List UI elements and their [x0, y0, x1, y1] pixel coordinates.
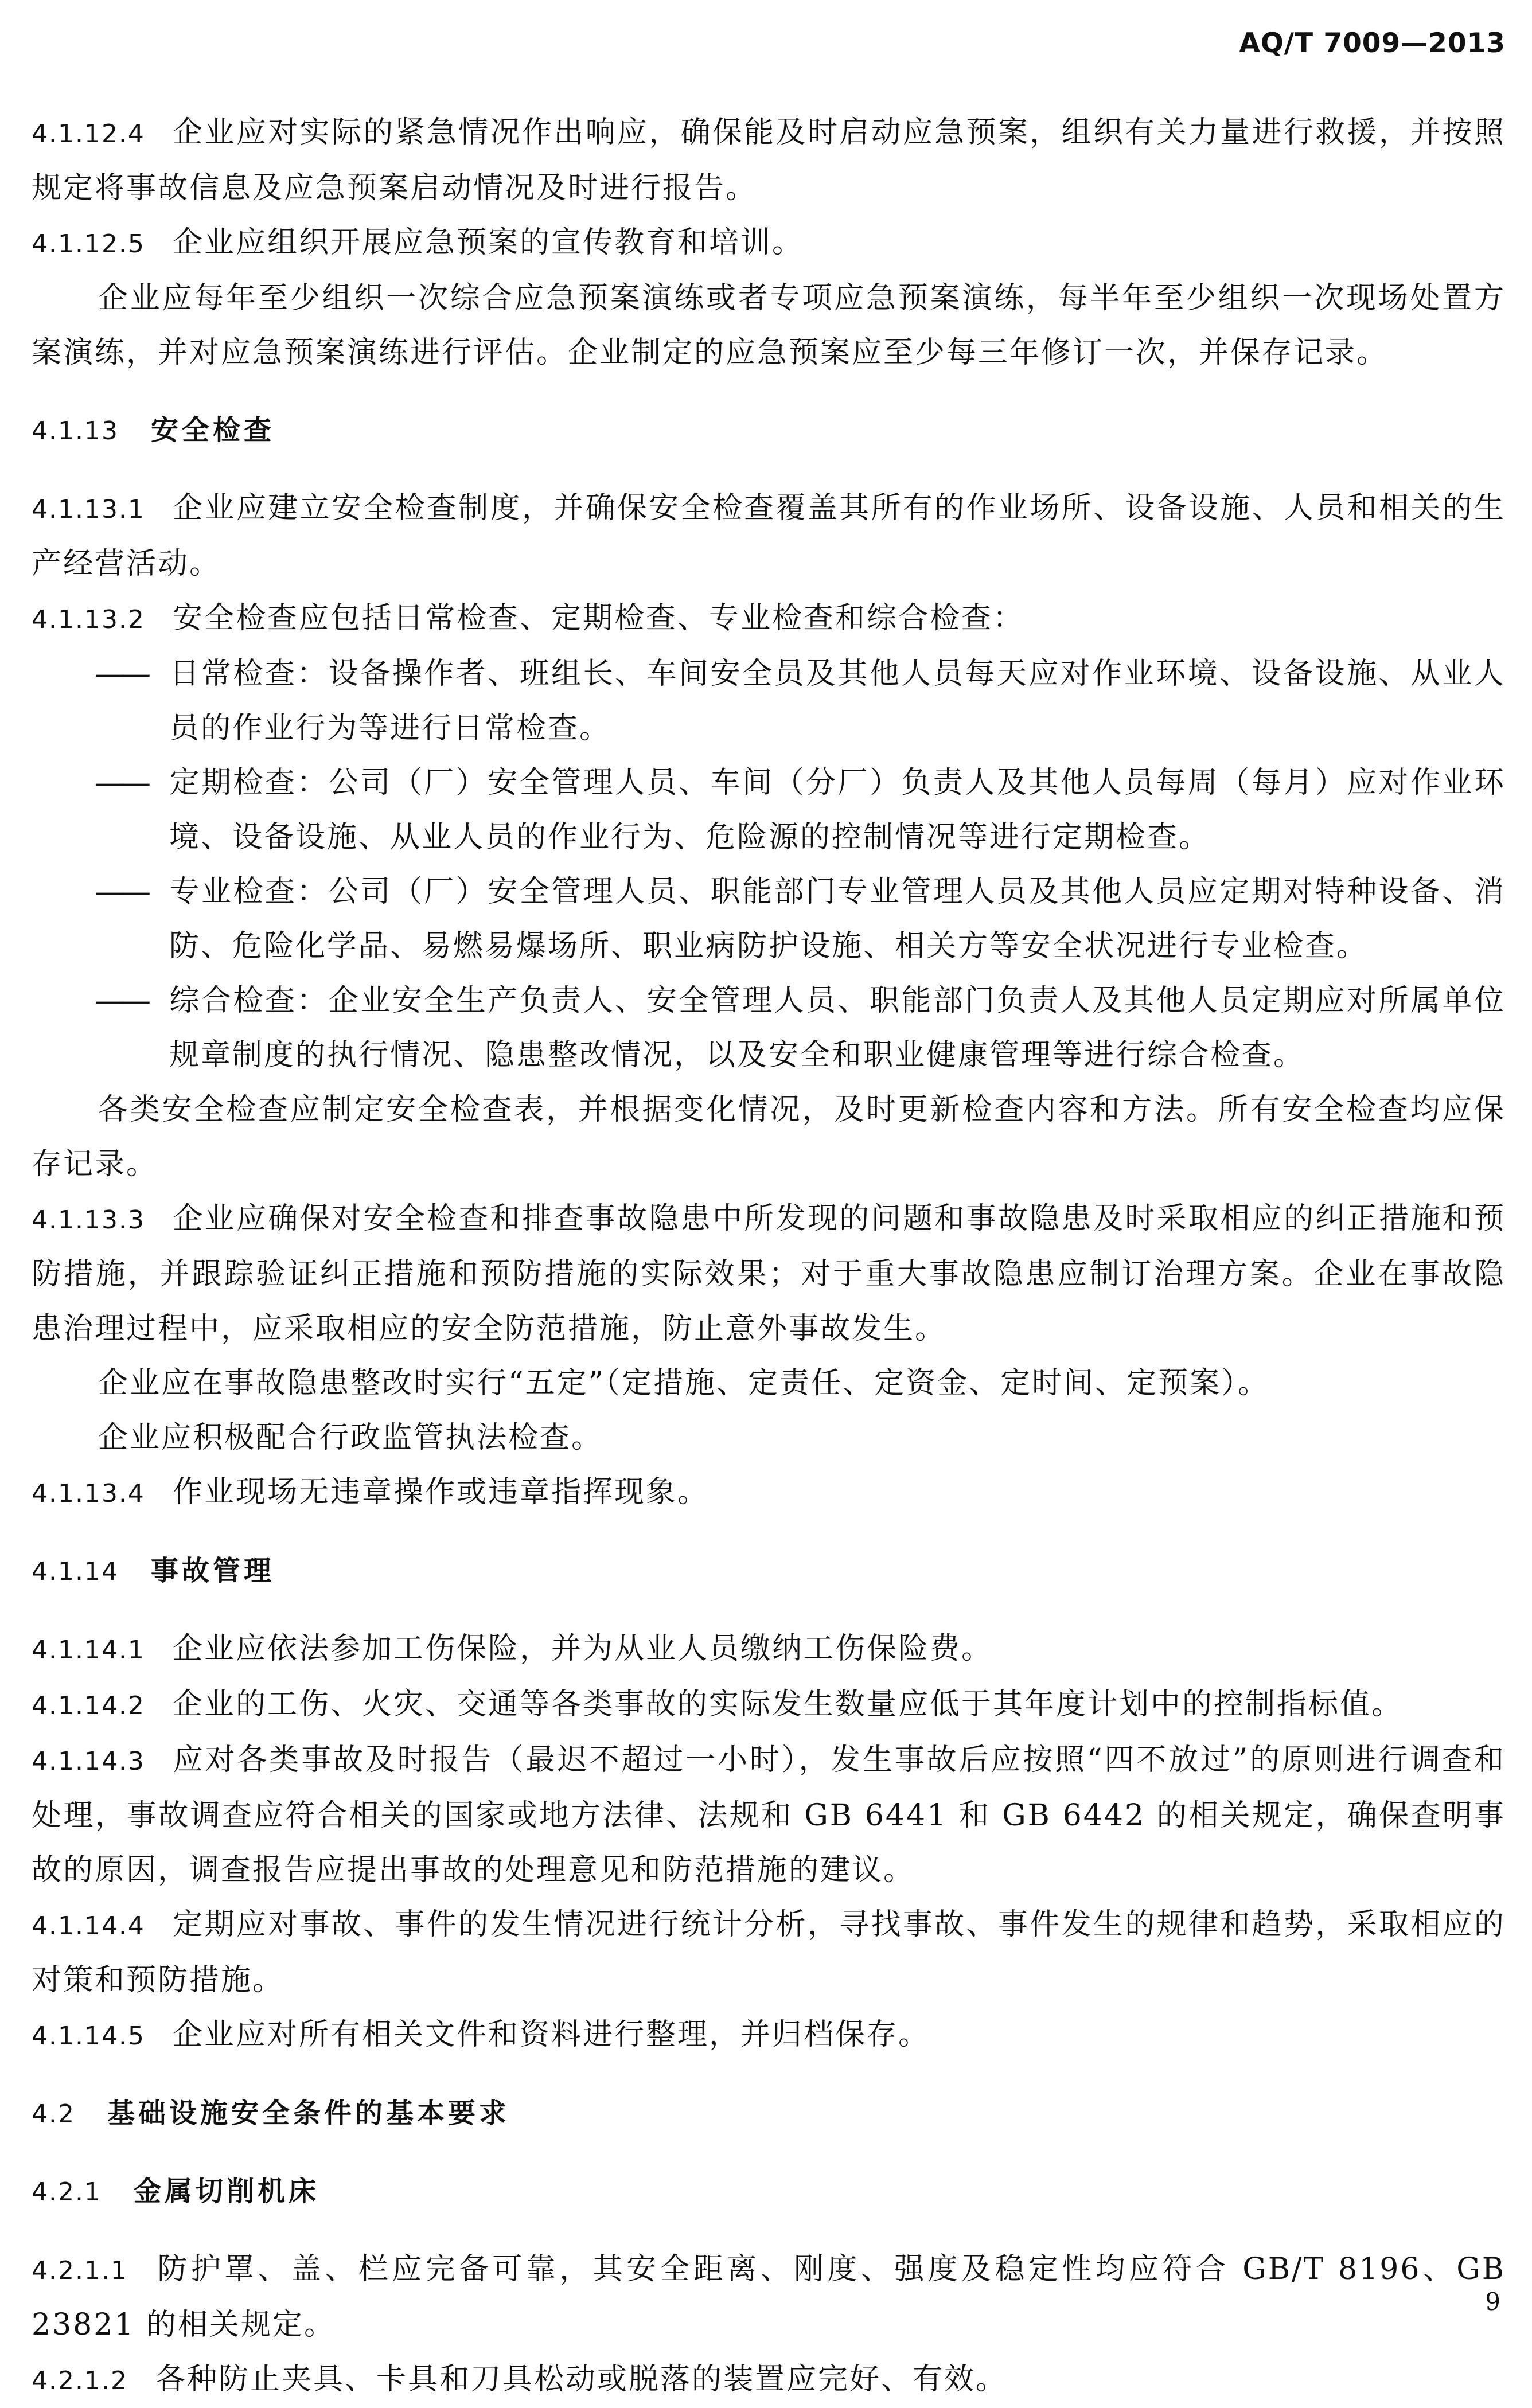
dash-mark: ——	[95, 657, 147, 691]
section-title: 事故管理	[150, 1555, 275, 1587]
clause-4-1-14-4	[32, 1898, 1506, 2008]
clause-number: 4.1.13.2	[32, 605, 145, 634]
paragraph: 企业应在事故隐患整改时实行“五定”（定措施、定责任、定资金、定时间、定预案）。	[98, 1366, 1270, 1400]
clause-4-2-1-2	[32, 2352, 1506, 2408]
clause-4-1-13-4	[32, 1465, 1506, 1521]
clause-number: 4.1.14.3	[32, 1747, 145, 1776]
section-heading-4-2	[32, 2086, 1506, 2141]
section-number: 4.1.14	[32, 1557, 119, 1586]
section-number: 4.2	[32, 2099, 75, 2129]
section-title: 基础设施安全条件的基本要求	[107, 2097, 510, 2129]
clause-text: 企业应对所有相关文件和资料进行整理，并归档保存。	[172, 2017, 930, 2052]
clause-number: 4.1.13.1	[32, 495, 145, 524]
section-heading-4-1-13	[32, 403, 1506, 458]
clause-text: 企业应组织开展应急预案的宣传教育和培训。	[172, 225, 804, 260]
clause-4-1-13-2	[32, 591, 1506, 647]
list-item-periodic-check	[32, 756, 1506, 865]
paragraph: 企业应积极配合行政监管执法检查。	[98, 1420, 603, 1455]
clause-number: 4.1.14.1	[32, 1636, 145, 1665]
clause-4-2-1-1	[32, 2242, 1506, 2352]
standard-code-header: AQ/T 7009—2013	[1239, 28, 1506, 59]
clause-4-1-14-5	[32, 2008, 1506, 2063]
page-number: 9	[1485, 2288, 1500, 2316]
clause-text: 各种防止夹具、卡具和刀具松动或脱落的装置应完好、有效。	[155, 2362, 1007, 2397]
clause-text: 作业现场无违章操作或违章指挥现象。	[172, 1475, 709, 1509]
clause-4-1-12-4	[32, 106, 1506, 216]
clause-text: 企业应建立安全检查制度，并确保安全检查覆盖其所有的作业场所、设备设施、人员和相关的生产经营活动。	[32, 491, 1506, 581]
list-item-comprehensive-check	[32, 974, 1506, 1083]
clause-number: 4.2.1.1	[32, 2256, 128, 2285]
clause-4-1-12-5	[32, 216, 1506, 271]
clause-4-1-13-1	[32, 481, 1506, 591]
clause-4-1-14-2	[32, 1677, 1506, 1733]
clause-4-1-14-3	[32, 1733, 1506, 1898]
clause-text: 企业的工伤、火灾、交通等各类事故的实际发生数量应低于其年度计划中的控制指标值。	[172, 1687, 1403, 1722]
section-number: 4.2.1	[32, 2177, 102, 2207]
document-body	[32, 106, 1506, 2408]
clause-text: 定期应对事故、事件的发生情况进行统计分析，寻找事故、事件发生的规律和趋势，采取相应的对策和预防措施。	[32, 1907, 1506, 1997]
list-item-text: 综合检查：企业安全生产负责人、安全管理人员、职能部门负责人及其他人员定期应对所属单位规章制度的执行情况、隐患整改情况，以及安全和职业健康管理等进行综合检查。	[169, 984, 1506, 1072]
list-item-text: 专业检查：公司（厂）安全管理人员、职能部门专业管理人员及其他人员应定期对特种设备、消防、危险化学品、易燃易爆场所、职业病防护设施、相关方等安全状况进行专业检查。	[169, 875, 1506, 963]
section-heading-4-2-1	[32, 2164, 1506, 2219]
list-item-daily-check	[32, 647, 1506, 756]
clause-text: 企业应对实际的紧急情况作出响应，确保能及时启动应急预案，组织有关力量进行救援，并按照规定将事故信息及应急预案启动情况及时进行报告。	[32, 115, 1506, 205]
clause-4-1-14-1	[32, 1622, 1506, 1677]
paragraph: 企业应每年至少组织一次综合应急预案演练或者专项应急预案演练，每半年至少组织一次现场处置方案演练，并对应急预案演练进行评估。企业制定的应急预案应至少每三年修订一次，并保存记录。	[32, 281, 1506, 370]
section-title: 金属切削机床	[133, 2175, 319, 2207]
clause-text: 应对各类事故及时报告（最迟不超过一小时），发生事故后应按照“四不放过”的原则进行调查和处理，事故调查应符合相关的国家或地方法律、法规和 GB 6441 和 GB 6442 的相关规定，确保查明事故的原因，调查报告应提出事故的处理意见和防范措施的建议。	[32, 1743, 1506, 1887]
clause-number: 4.1.14.2	[32, 1691, 145, 1720]
clause-text: 企业应确保对安全检查和排查事故隐患中所发现的问题和事故隐患及时采取相应的纠正措施和预防措施，并跟踪验证纠正措施和预防措施的实际效果；对于重大事故隐患应制订治理方案。企业在事故隐患治理过程中，应采取相应的安全防范措施，防止意外事故发生。	[32, 1201, 1506, 1346]
clause-number: 4.1.12.5	[32, 229, 145, 259]
clause-number: 4.1.14.4	[32, 1911, 145, 1941]
section-title: 安全检查	[150, 414, 275, 446]
section-heading-4-1-14	[32, 1544, 1506, 1599]
clause-text: 安全检查应包括日常检查、定期检查、专业检查和综合检查：	[172, 601, 1024, 635]
clause-number: 4.1.12.4	[32, 119, 145, 149]
paragraph: 各类安全检查应制定安全检查表，并根据变化情况，及时更新检查内容和方法。所有安全检查均应保存记录。	[32, 1092, 1506, 1181]
dash-mark: ——	[95, 984, 147, 1018]
dash-mark: ——	[95, 875, 147, 909]
clause-text: 企业应依法参加工伤保险，并为从业人员缴纳工伤保险费。	[172, 1632, 993, 1666]
clause-number: 4.1.14.5	[32, 2021, 145, 2051]
list-item-professional-check	[32, 865, 1506, 974]
list-item-text: 定期检查：公司（厂）安全管理人员、车间（分厂）负责人及其他人员每周（每月）应对作业环境、设备设施、从业人员的作业行为、危险源的控制情况等进行定期检查。	[169, 766, 1506, 854]
clause-text: 防护罩、盖、栏应完备可靠，其安全距离、刚度、强度及稳定性均应符合 GB/T 8196、GB 23821 的相关规定。	[32, 2252, 1506, 2342]
clause-4-1-13-3	[32, 1192, 1506, 1356]
list-item-text: 日常检查：设备操作者、班组长、车间安全员及其他人员每天应对作业环境、设备设施、从业人员的作业行为等进行日常检查。	[169, 657, 1506, 746]
clause-number: 4.2.1.2	[32, 2366, 128, 2395]
section-number: 4.1.13	[32, 416, 119, 446]
dash-mark: ——	[95, 766, 147, 800]
clause-number: 4.1.13.4	[32, 1479, 145, 1508]
clause-number: 4.1.13.3	[32, 1205, 145, 1235]
